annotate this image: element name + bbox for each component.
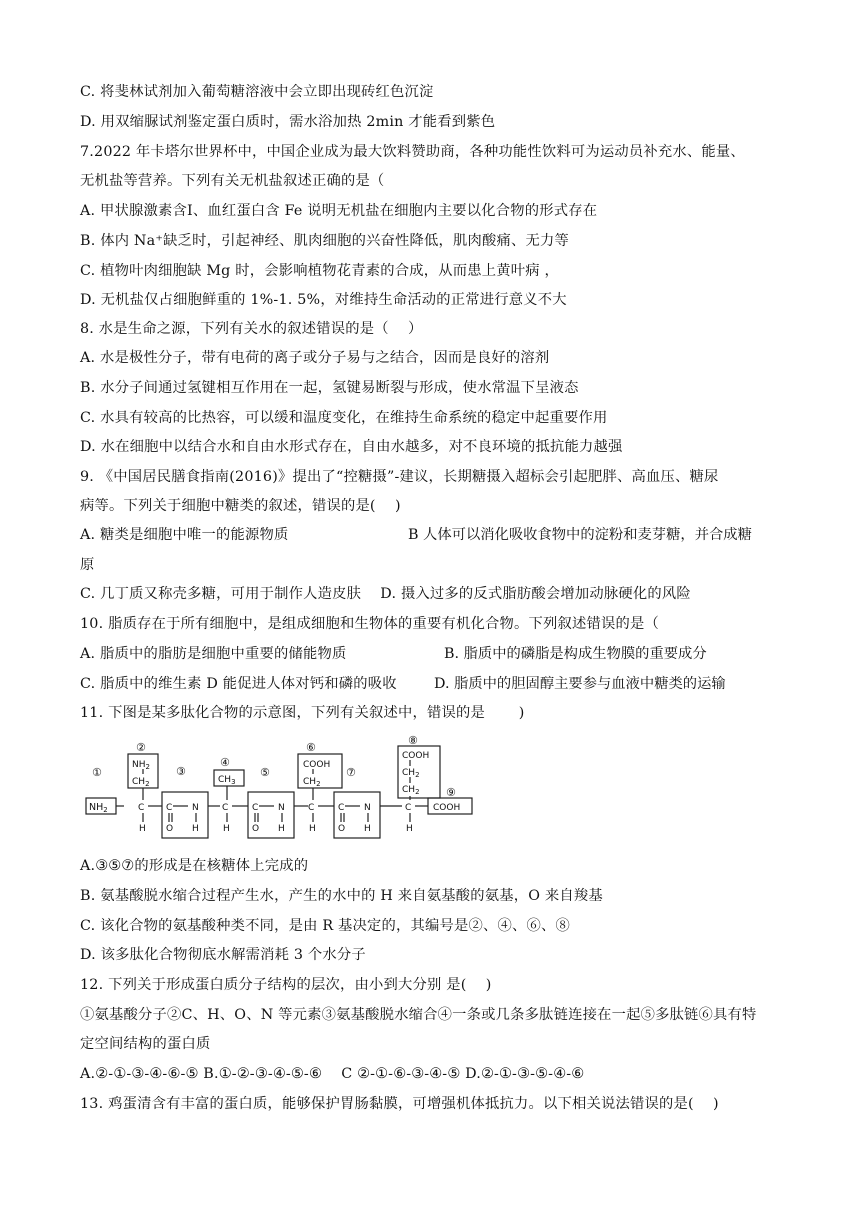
q11-stem: 11. 下图是某多肽化合物的示意图，下列有关叙述中，错误的是 ) xyxy=(80,705,525,721)
q8-option-b: B. 水分子间通过氢键相互作用在一起，氢键易断裂与形成，使水常温下呈液态 xyxy=(80,380,579,396)
svg-text:O: O xyxy=(338,824,346,834)
q12-items-1: ①氨基酸分子②C、H、O、N 等元素③氨基酸脱水缩合④一条或几条多肽链连接在一起⑤多肽链⑥具有特 xyxy=(80,1007,757,1023)
q10-option-d: D. 脂质中的胆固醇主要参与血液中糖类的运输 xyxy=(434,676,726,692)
label-4: ④ xyxy=(220,756,230,769)
r4-cooh: COOH xyxy=(402,751,430,761)
label-8: ⑧ xyxy=(408,734,418,747)
svg-text:C: C xyxy=(166,803,173,813)
q8-option-d: D. 水在细胞中以结合水和自由水形式存在，自由水越多，对不良环境的抵抗能力越强 xyxy=(80,439,623,455)
q6-option-c: C. 将斐林试剂加入葡萄糖溶液中会立即出现砖红色沉淀 xyxy=(80,84,434,100)
svg-text:H: H xyxy=(223,824,230,834)
r2-ch3: $CH_3$ xyxy=(218,775,236,786)
svg-text:H: H xyxy=(406,824,413,834)
q7-stem-2: 无机盐等营养。下列有关无机盐叙述正确的是（ xyxy=(80,173,385,189)
r4-ch2-b: $CH_2$ xyxy=(402,785,420,796)
r4-ch2-a: $CH_2$ xyxy=(402,768,420,779)
q7-stem-1: 7.2022 年卡塔尔世界杯中，中国企业成为最大饮料赞助商，各种功能性饮料可为运动员补充水、能量、 xyxy=(80,144,745,160)
q10-option-b: B. 脂质中的磷脂是构成生物膜的重要成分 xyxy=(444,646,707,662)
q8-stem: 8. 水是生命之源，下列有关水的叙述错误的是（ ） xyxy=(80,321,423,337)
label-6: ⑥ xyxy=(306,741,316,754)
q7-option-b: B. 体内 Na⁺缺乏时，引起神经、肌肉细胞的兴奋性降低，肌肉酸痛、无力等 xyxy=(80,233,570,249)
svg-text:C: C xyxy=(252,803,259,813)
q9-option-a: A. 糖类是细胞中唯一的能源物质 xyxy=(80,527,289,543)
q7-option-c: C. 植物叶肉细胞缺 Mg 时，会影响植物花青素的合成，从而患上黄叶病 ， xyxy=(80,263,559,279)
q8-option-a: A. 水是极性分子，带有电荷的离子或分子易与之结合，因而是良好的溶剂 xyxy=(80,350,550,366)
svg-text:N: N xyxy=(192,803,199,813)
q12-items-2: 定空间结构的蛋白质 xyxy=(80,1036,211,1052)
q10-option-c: C. 脂质中的维生素 D 能促进人体对钙和磷的吸收 xyxy=(80,676,397,692)
c-alpha-3: C xyxy=(308,803,315,813)
svg-text:H: H xyxy=(278,824,285,834)
q6-option-d: D. 用双缩脲试剂鉴定蛋白质时，需水浴加热 2min 才能看到紫色 xyxy=(80,114,496,130)
h-alpha-1: H xyxy=(139,824,146,834)
svg-text:H: H xyxy=(192,824,199,834)
r1-nh2: $NH_2$ xyxy=(132,760,150,771)
q7-option-d: D. 无机盐仅占细胞鲜重的 1%-1. 5%，对维持生命活动的正常进行意义不大 xyxy=(80,292,567,308)
label-3: ③ xyxy=(176,765,186,778)
q10-stem: 10. 脂质存在于所有细胞中，是组成细胞和生物体的重要有机化合物。下列叙述错误的是（ xyxy=(80,616,659,632)
c-alpha-4: C xyxy=(405,803,412,813)
label-9: ⑨ xyxy=(446,786,456,799)
svg-text:C: C xyxy=(338,803,345,813)
label-7: ⑦ xyxy=(346,766,356,779)
q11-option-a: A.③⑤⑦的形成是在核糖体上完成的 xyxy=(80,858,309,874)
c-alpha-2: C xyxy=(222,803,229,813)
label-1: ① xyxy=(92,766,102,779)
q9-option-b-cont: 原 xyxy=(80,557,95,573)
q9-option-b: B 人体可以消化吸收食物中的淀粉和麦芽糖，并合成糖 xyxy=(408,527,752,543)
q11-option-c: C. 该化合物的氨基酸种类不同，是由 R 基决定的，其编号是②、④、⑥、⑧ xyxy=(80,918,570,934)
svg-text:H: H xyxy=(309,824,316,834)
q11-option-b: B. 氨基酸脱水缩合过程产生水，产生的水中的 H 来自氨基酸的氨基，O 来自羧基 xyxy=(80,888,603,904)
q8-option-c: C. 水具有较高的比热容，可以缓和温度变化，在维持生命系统的稳定中起重要作用 xyxy=(80,410,608,426)
polypeptide-diagram xyxy=(84,730,484,840)
q9-stem-2: 病等。下列关于细胞中糖类的叙述，错误的是( ) xyxy=(80,498,401,514)
r3-ch2: $CH_2$ xyxy=(303,777,321,788)
q12-options: A.②-①-③-④-⑥-⑤ B.①-②-③-④-⑤-⑥ C ②-①-⑥-③-④-⑤ D.②-①-③-⑤-④-⑥ xyxy=(80,1066,585,1082)
svg-text:O: O xyxy=(166,824,174,834)
q12-stem: 12. 下列关于形成蛋白质分子结构的层次，由小到大分别 是( ) xyxy=(80,977,492,993)
q13-stem: 13. 鸡蛋清含有丰富的蛋白质，能够保护胃肠黏膜，可增强机体抵抗力。以下相关说法错误的是( ) xyxy=(80,1096,719,1112)
label-5: ⑤ xyxy=(260,766,270,779)
q9-option-cd: C. 几丁质又称壳多糖，可用于制作人造皮肤 D. 摄入过多的反式脂肪酸会增加动脉硬化的风险 xyxy=(80,586,691,602)
cooh-terminal: COOH xyxy=(433,803,461,813)
q7-option-a: A. 甲状腺激素含Ⅰ、血红蛋白含 Fe 说明无机盐在细胞内主要以化合物的形式存在 xyxy=(80,203,598,219)
q11-option-d: D. 该多肽化合物彻底水解需消耗 3 个水分子 xyxy=(80,947,366,963)
r1-ch2: $CH_2$ xyxy=(132,777,150,788)
svg-text:H: H xyxy=(364,824,371,834)
nh2-terminal: $NH_2$ xyxy=(89,802,108,814)
r3-cooh: COOH xyxy=(303,760,331,770)
svg-text:N: N xyxy=(278,803,285,813)
c-alpha-1: C xyxy=(138,803,145,813)
q10-option-a: A. 脂质中的脂肪是细胞中重要的储能物质 xyxy=(80,646,347,662)
q9-stem-1: 9. 《中国居民膳食指南(2016)》提出了“控糖摄”-建议，长期糖摄入超标会引起肥胖、高血压、糖尿 xyxy=(80,469,719,485)
svg-text:O: O xyxy=(252,824,260,834)
label-2: ② xyxy=(136,741,146,754)
svg-text:N: N xyxy=(364,803,371,813)
